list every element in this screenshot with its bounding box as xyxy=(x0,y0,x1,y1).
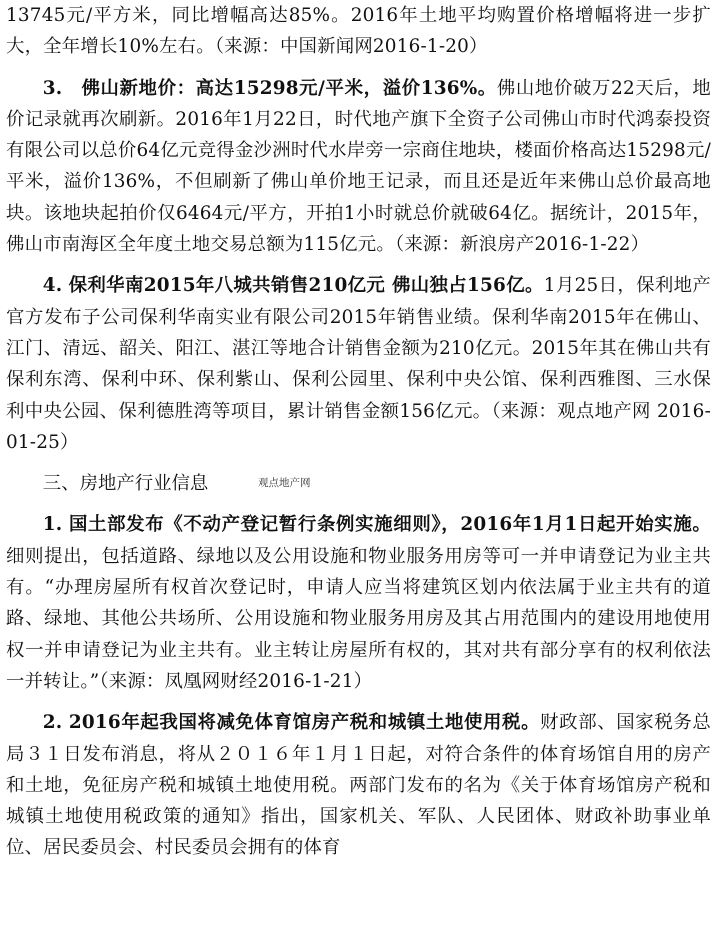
paragraph-stadium-tax xyxy=(0,707,719,863)
paragraph-gap xyxy=(0,63,719,73)
item-headline: 保利华南2015年八城共销售210亿元 佛山独占156亿。 xyxy=(68,275,544,297)
item-number: 3. xyxy=(42,77,63,99)
paragraph-poly-sales xyxy=(0,270,719,458)
item-headline: 2016年起我国将减免体育馆房产税和城镇土地使用税。 xyxy=(68,712,541,734)
section-title-industry-info: 三、房地产行业信息 xyxy=(42,473,209,495)
item-body: 1月25日，保利地产官方发布子公司保利华南实业有限公司2015年销售业绩。保利华南2015年在佛山、江门、清远、韶关、阳江、湛江等地合计销售金额为210亿元。2015年其在佛山共有保利东湾、保利中环、保利紫山、保利公园里、保利中央公馆、保利西雅图、三水保利中央公园、保利德胜湾等项目，累计销售金额156亿元。（来源：观点地产网 2016-01-25） xyxy=(6,275,712,453)
item-number: 2. xyxy=(42,712,63,734)
item-body: 财政部、国家税务总局３１日发布消息，将从２０１６年１月１日起，对符合条件的体育场馆自用的房产和土地，免征房产税和城镇土地使用税。两部门发布的名为《关于体育场馆房产税和城镇土地使用税政策的通知》指出，国家机关、军队、人民团体、财政补助事业单位、居民委员会、村民委员会拥有的体育 xyxy=(6,712,711,859)
watermark-label: 观点地产网 xyxy=(258,477,311,489)
item-headline: 国土部发布《不动产登记暂行条例实施细则》，2016年1月1日起开始实施。 xyxy=(68,514,712,536)
paragraph-text: 13745元/平方米，同比增幅高达85%。2016年土地平均购置价格增幅将进一步扩大，全年增长10%左右。（来源：中国新闻网2016-1-20） xyxy=(6,5,711,58)
item-body: 佛山地价破万22天后，地价记录就再次刷新。2016年1月22日，时代地产旗下全资子公司佛山市时代鸿泰投资有限公司以总价64亿元竞得金沙洲时代水岸旁一宗商住地块，楼面价格高达15298元/平米，溢价136%，不但刷新了佛山单价地王记录，而且还是近年来佛山总价最高地块。该地块起拍价仅6464元/平方，开拍1小时就总价就破64亿。据统计，2015年，佛山市南海区全年度土地交易总额为115亿元。（来源：新浪房产2016-1-22） xyxy=(6,77,712,256)
paragraph-gap xyxy=(0,458,719,468)
paragraph-land-price-intro xyxy=(0,0,719,63)
paragraph-gap xyxy=(0,499,719,509)
item-headline: 佛山新地价：高达15298元/平米，溢价136%。 xyxy=(81,77,497,99)
paragraph-gap xyxy=(0,260,719,270)
paragraph-real-estate-registration xyxy=(0,509,719,697)
item-number: 1. xyxy=(42,514,63,536)
paragraph-gap xyxy=(0,697,719,707)
paragraph-foshan-land-price xyxy=(0,73,719,261)
item-number: 4. xyxy=(42,275,63,297)
item-body: 细则提出，包括道路、绿地以及公用设施和物业服务用房等可一并申请登记为业主共有。“办理房屋所有权首次登记时，申请人应当将建筑区划内依法属于业主共有的道路、绿地、其他公共场所、公用设施和物业服务用房及其占用范围内的建设用地使用权一并申请登记为业主共有。业主转让房屋所有权的，其对共有部分享有的权利依法一并转让。”（来源：凤凰网财经2016-1-21） xyxy=(6,545,711,692)
